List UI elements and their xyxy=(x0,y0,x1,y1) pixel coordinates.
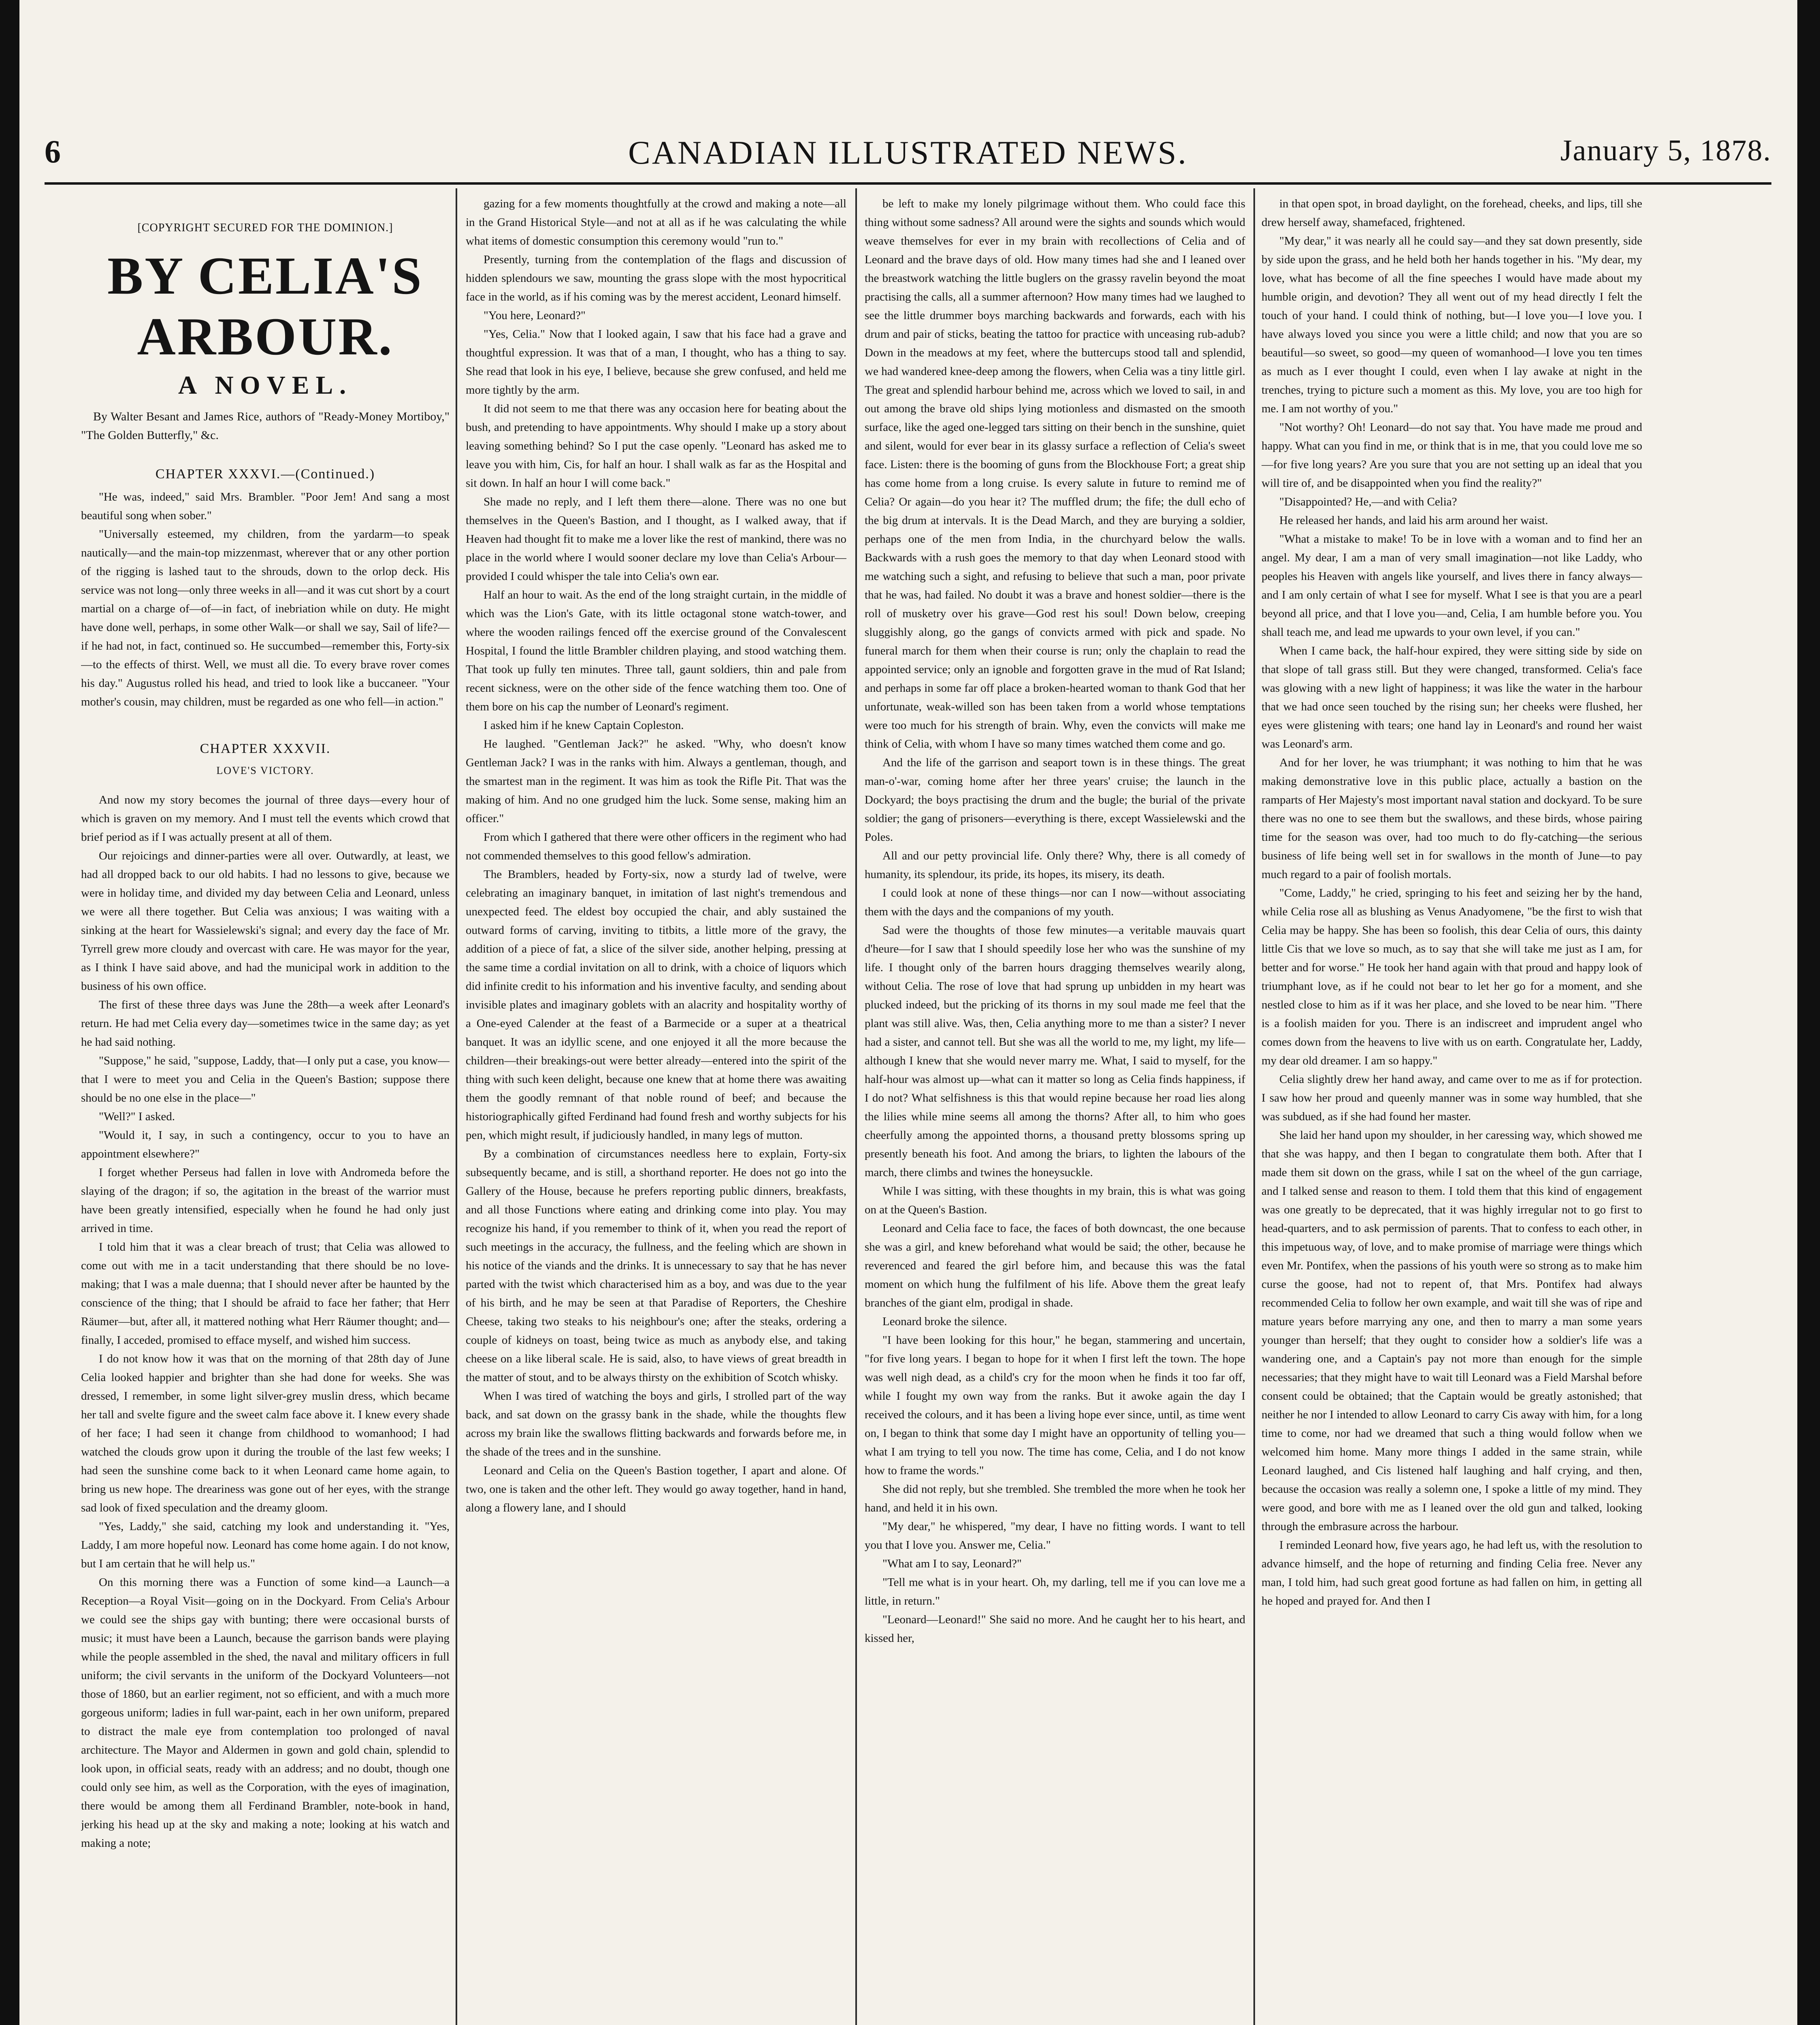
paragraph-group xyxy=(81,791,450,1852)
paragraph: I asked him if he knew Captain Copleston. xyxy=(484,719,684,732)
paragraph: "My dear," it was nearly all he could say—and they sat down presently, side by side upon the grass, and he held both her hands together in his. "My dear, my love, what has become of all the fine speeches I would have made about my humble origin, and devotion? They all went out of my head directly I felt the touch of your hand. I could think of nothing, but—I love you—I love you. I have always loved you since you were a little child; and now that you are so beautiful—so sweet, so good—my queen of womanhood—I love you ten times as much as I ever thought I could, even when I lay awake at night in the trenches, trying to picture such a moment as this. My love, you are too high for me. I am not worthy of you." xyxy=(1262,234,1642,415)
paragraph: "You here, Leonard?" xyxy=(484,309,586,322)
paragraph: "Universally esteemed, my children, from the yardarm—to speak nautically—and the main-top mizzenmast, wherever that or any other portion of the rigging is lashed taut to the shrouds, down to the orlop deck. His service was not long—only three weeks in all—and it was cut short by a court martial on a charge of—of—in fact, of inebriation while on duty. He might have done well, perhaps, in some other Walk—or shall we say, Sail of life?—if he had not, in fact, continued so. He succumbed—remember this, Forty-six—to the effects of thirst. Well, we must all die. To every brave rover comes his day." Augustus rolled his head, and tried to look like a buccaneer. "Your mother's cousin, may children, must be regarded as one who fell—in action." xyxy=(81,528,450,708)
text-column-3 xyxy=(865,194,1245,2025)
paragraph: And for her lover, he was triumphant; it was nothing to him that he was making demonstrative love in this public place, actually a bastion on the ramparts of Her Majesty's most important naval station and dockyard. To be sure there was no one to see them but the swallows, and these birds, whose pairing time for the season was over, had too much to do fly-catching—the serious business of life being well set in for swallows in the month of June—to pay much regard to a pair of foolish mortals. xyxy=(1262,756,1642,881)
paragraph: And the life of the garrison and seaport town is in these things. The great man-o'-war, coming home after her three years' cruise; the launch in the Dockyard; the boys practising the drum and the bugle; the burial of the private soldier; the gang of prisoners—everything is there, except Wassielewski and the Poles. xyxy=(865,756,1245,844)
paragraph: Leonard and Celia on the Queen's Bastion together, I apart and alone. Of two, one is taken and the other left. They would go away together, hand in hand, along a flowery lane, and I should xyxy=(466,1464,846,1514)
paragraph: "I have been looking for this hour," he began, stammering and uncertain, "for five long years. I began to hope for it when I first left the town. The hope was well nigh dead, as a child's cry for the moon when he finds it too far off, while I fought my own way from the ranks. But it awoke again the day I received the colours, and it has been a living hope ever since, until, as time went on, I began to think that some day I might have an opportunity of telling you—what I am trying to tell you now. The time has come, Celia, and I do not know how to frame the words." xyxy=(865,1334,1245,1477)
paragraph: "Yes, Laddy," she said, catching my look and understanding it. "Yes, Laddy, I am more hopeful now. Leonard has come home again. I do not know, but I am certain that he will help us." xyxy=(81,1520,450,1570)
paragraph: She made no reply, and I left them there—alone. There was no one but themselves in the Queen's Bastion, and I thought, as I walked away, that if Heaven had thought fit to make me a lover like the rest of mankind, there was no place in the world where I would sooner declare my love than Celia's Arbour—provided I could whisper the tale into Celia's own ear. xyxy=(466,495,846,583)
paragraph: Celia slightly drew her hand away, and came over to me as if for protection. I saw how her proud and queenly manner was in some way humbled, that she was subdued, as if she had found her master. xyxy=(1262,1073,1642,1123)
paragraph: be left to make my lonely pilgrimage without them. Who could face this thing without some sadness? All around were the sights and sounds which would weave themselves for ever in my brain with recollections of Celia and of Leonard and the brave days of old. How many times had she and I leaned over the breastwork watching the little buglers on the grassy ravelin beyond the moat practising the calls, all a summer afternoon? How many times had we laughed to see the little drummer boys marching backwards and forwards, each with his drum and pair of sticks, beating the tattoo for practice with unceasing rub-adub? Down in the meadows at my feet, where the buttercups stood tall and splendid, we had wandered knee-deep among the flowers, when Celia was a tiny little girl. The great and splendid harbour behind me, across which we loved to sail, in and out among the brave old ships lying motionless and dismasted on the smooth surface, like the aged one-legged tars sitting on their bench in the sunshine, quiet and silent, would for ever bear in its glassy surface a reflection of Celia's sweet face. Listen: there is the booming of guns from the Blockhouse Fort; a great ship has come home from a long cruise. Is every salute in future to remind me of Celia? Or again—do you hear it? The muffled drum; the fife; the dull echo of the big drum at intervals. It is the Dead March, and they are burying a soldier, perhaps one of the men from India, in the churchyard below the walls. Backwards with a rush goes the memory to that day when Leonard stood with me watching such a sight, and refusing to believe that such a man, poor private that he was, had failed. No doubt it was a brave and honest soldier—there is the roll of musketry over his grave—God rest his soul! Down below, creeping sluggishly along, go the gangs of convicts armed with pick and spade. No funeral march for them when their course is run; only the chaplain to read the appointed service; only an ignoble and forgotten grave in the mud of Rat Island; and perhaps in some far off place a broken-hearted woman to thank God that her unfortunate, weak-willed son has been taken from a world whose temptations were too much for his strength of brain. Why, even the convicts will make me think of Celia, with whom I have so many times watched them come and go. xyxy=(865,197,1245,750)
paragraph: "Suppose," he said, "suppose, Laddy, that—I only put a case, you know—that I were to meet you and Celia in the Queen's Bastion; suppose there should be no one else in the place—" xyxy=(81,1054,450,1104)
column-rule xyxy=(855,188,857,2025)
paragraph: I reminded Leonard how, five years ago, he had left us, with the resolution to advance himself, and the hope of returning and finding Celia free. Never any man, I told him, had such great good fortune as had fallen on him, in getting all he hoped and prayed for. And then I xyxy=(1262,1539,1642,1607)
byline: By Walter Besant and James Rice, authors of "Ready-Money Mortiboy," "The Golden Butterfly," &c. xyxy=(81,410,450,442)
paragraph: By a combination of circumstances needless here to explain, Forty-six subsequently became, and is still, a shorthand reporter. He does not go into the Gallery of the House, because he prefers reporting public dinners, breakfasts, and all those Functions where eating and drinking come into play. You may recognize his hand, if you remember to think of it, when you read the report of such meetings in the accuracy, the fullness, and the feeling which are shown in his notice of the viands and the drinks. It is unnecessary to say that he has never parted with the twist which characterised him as a boy, and was due to the year of his birth, and he may be seen at that Paradise of Reporters, the Cheshire Cheese, taking two steaks to his neighbour's one; after the steaks, ordering a couple of kidneys on toast, being twice as much as anybody else, and taking cheese on a like liberal scale. He is said, also, to have views of great breadth in the matter of stout, and to be always thirsty on the exhibition of Scotch whisky. xyxy=(466,1147,846,1384)
copyright-notice: [COPYRIGHT SECURED FOR THE DOMINION.] xyxy=(137,222,393,234)
paragraph: When I was tired of watching the boys and girls, I strolled part of the way back, and sat down on the grassy bank in the shade, while the thoughts flew across my brain like the swallows flitting backwards and forwards before me, in the shade of the trees and in the sunshine. xyxy=(466,1390,846,1458)
publication-title: CANADIAN ILLUSTRATED NEWS. xyxy=(628,134,1188,171)
chapter-subtitle: LOVE'S VICTORY. xyxy=(216,765,314,776)
paragraph: "He was, indeed," said Mrs. Brambler. "Poor Jem! And sang a most beautiful song when sober." xyxy=(81,490,450,522)
paragraph: He released her hands, and laid his arm around her waist. xyxy=(1279,514,1548,527)
paragraph: She did not reply, but she trembled. She trembled the more when he took her hand, and held it in his own. xyxy=(865,1483,1245,1514)
paragraph: "Leonard—Leonard!" She said no more. And he caught her to his heart, and kissed her, xyxy=(865,1613,1245,1645)
chapter-heading: CHAPTER XXXVI.—(Continued.) xyxy=(155,467,375,482)
issue-date: January 5, 1878. xyxy=(1560,134,1771,167)
paragraph-group xyxy=(81,488,450,711)
paragraph: He laughed. "Gentleman Jack?" he asked. "Why, who doesn't know Gentleman Jack? I was in the ranks with him. Always a gentleman, though, and the smartest man in the regiment. It was him as took the Rifle Pit. That was the making of him. And no one grudged him the luck. Some sense, making him an officer." xyxy=(466,738,846,825)
paragraph-group xyxy=(1262,194,1642,1610)
paragraph: gazing for a few moments thoughtfully at the crowd and making a note—all in the Grand Historical Style—and not at all as if he was calculating the while what items of domestic consumption this ceremony would "run to." xyxy=(466,197,846,247)
paragraph: "Yes, Celia." Now that I looked again, I saw that his face had a grave and thoughtful expression. It was that of a man, I thought, who has a thing to say. She read that look in his eye, I believe, because she grew confused, and held me more tightly by the arm. xyxy=(466,328,846,396)
story-title: BY CELIA'S ARBOUR. xyxy=(107,246,423,366)
chapter-heading: CHAPTER XXXVII. xyxy=(200,741,331,756)
paragraph-group xyxy=(466,194,846,1517)
paragraph: Leonard broke the silence. xyxy=(882,1315,1007,1328)
paragraph: While I was sitting, with these thoughts in my brain, this is what was going on at the Queen's Bastion. xyxy=(865,1185,1245,1216)
page-number: 6 xyxy=(45,134,61,170)
masthead-rule xyxy=(45,182,1771,185)
text-column-4 xyxy=(1262,194,1642,2025)
paragraph: On this morning there was a Function of some kind—a Launch—a Reception—a Royal Visit—going on in the Dockyard. From Celia's Arbour we could see the ships gay with bunting; there were occasional bursts of music; it must have been a Launch, because the garrison bands were playing while the people assembled in the shed, the naval and military officers in full uniform; the civil servants in the uniform of the Dockyard Volunteers—not those of 1860, but an earlier regiment, not so efficient, and with a much more gorgeous uniform; ladies in full war-paint, each in her own uniform, prepared to distract the male eye from contemplation too prolonged of naval architecture. The Mayor and Aldermen in gown and gold chain, splendid to look upon, in official seats, ready with an address; and no doubt, though one could only see him, as well as the Corporation, with the eyes of imagination, there would be among them all Ferdinand Brambler, note-book in hand, jerking his head up at the sky and making a note; looking at his watch and making a note; xyxy=(81,1576,450,1850)
paragraph: Leonard and Celia face to face, the faces of both downcast, the one because she was a girl, and knew beforehand what would be said; the other, because he reverenced and feared the girl before him, and because this was the fatal moment on which hung the fulfilment of his life. Above them the great leafy branches of the giant elm, prodigal in shade. xyxy=(865,1222,1245,1309)
paragraph: And now my story becomes the journal of three days—every hour of which is graven on my memory. And I must tell the events which crowd that brief period as if I was actually present at all of them. xyxy=(81,793,450,844)
paragraph: "Disappointed? He,—and with Celia? xyxy=(1279,495,1457,508)
paragraph: "What a mistake to make! To be in love with a woman and to find her an angel. My dear, I am a man of very small imagination—not like Laddy, who peoples his Heaven with angels like yourself, and lives there in fancy always—and I am only certain of what I see for myself. What I see is that you are a pearl beyond all price, and that I love you—and, Celia, I am humble before you. You shall teach me, and lead me upwards to your own level, if you can." xyxy=(1262,533,1642,639)
paragraph: "What am I to say, Leonard?" xyxy=(882,1557,1022,1570)
paragraph: She laid her hand upon my shoulder, in her caressing way, which showed me that she was happy, and then I began to congratulate them both. After that I made them sit down on the grass, while I sat on the wheel of the gun carriage, and I talked sense and reason to them. I told them that this kind of engagement was one greatly to be deprecated, that it was highly irregular not to go first to head-quarters, and to ask permission of parents. That to confess to each other, in this impetuous way, of love, and to make promise of marriage were things which even Mr. Pontifex, when the passions of his youth were so strong as to make him curse the goose, had not to repent of, that Mrs. Pontifex had always recommended Celia to follow her own example, and wait till she was of ripe and mature years before marrying any one, and then to marry a man some years younger than herself; that they ought to consider how a soldier's life was a wandering one, and a Captain's pay not more than enough for the simple necessaries; that they might have to wait till Leonard was a Field Marshal before consent could be obtained; that the Captain would be greatly astonished; that neither he nor I intended to allow Leonard to carry Cis away with him, for a long time to come, nor had we dreamed that such a thing would follow when we welcomed him home. Many more things I added in the same strain, while Leonard laughed, and Cis listened half laughing and half crying, and then, because the occasion was really a solemn one, I spoke a little of my mind. They were good, and bore with me as I leaned over the old gun and talked, looking through the embrasure across the harbour. xyxy=(1262,1129,1642,1533)
paragraph: "Well?" I asked. xyxy=(99,1110,175,1123)
paragraph: I do not know how it was that on the morning of that 28th day of June Celia looked happier and brighter than she had done for weeks. She was dressed, I remember, in some light silver-grey muslin dress, which became her tall and svelte figure and the sweet calm face above it. I knew every shade of her face; I had seen it change from childhood to womanhood; I had watched the clouds grow upon it during the trouble of the last few weeks; I had seen the sunshine come back to it when Leonard came home again, to bring us new hope. The dreariness was gone out of her eyes, with the strange sad look of fixed speculation and the dreamy gloom. xyxy=(81,1352,450,1514)
scan-border-left xyxy=(0,0,19,2025)
paragraph: "Tell me what is in your heart. Oh, my darling, tell me if you can love me a little, in return." xyxy=(865,1576,1245,1607)
paragraph: Our rejoicings and dinner-parties were all over. Outwardly, at least, we had all dropped back to our old habits. I had no lessons to give, because we were in holiday time, and divided my day between Celia and Leonard, unless we were all there together. But Celia was anxious; I was waiting with a sinking at the heart for Wassielewski's signal; and every day the face of Mr. Tyrrell grew more cloudy and overcast with care. He was mayor for the year, as I think I have said above, and had the municipal work in addition to the business of his own office. xyxy=(81,849,450,993)
paragraph: I could look at none of these things—nor can I now—without associating them with the days and the companions of my youth. xyxy=(865,887,1245,918)
masthead xyxy=(45,134,1771,178)
paragraph-group xyxy=(865,194,1245,1648)
text-column-2 xyxy=(466,194,846,2025)
paragraph: I forget whether Perseus had fallen in love with Andromeda before the slaying of the dragon; if so, the agitation in the breast of the warrior must have been greatly intensified, especially when he found he had only just arrived in time. xyxy=(81,1166,450,1235)
paragraph: I told him that it was a clear breach of trust; that Celia was allowed to come out with me in a tacit understanding that there should be no love-making; that I was a male duenna; that I should never after be haunted by the conscience of the thing; that I should be afraid to face her father; that Herr Räumer—but, after all, it mattered nothing what Herr Räumer thought; and—finally, I acceded, promised to efface myself, and wished him success. xyxy=(81,1241,450,1347)
paragraph: The Bramblers, headed by Forty-six, now a sturdy lad of twelve, were celebrating an imaginary banquet, in imitation of last night's tremendous and unexpected feed. The eldest boy occupied the chair, and ably sustained the outward forms of carving, inviting to titbits, a little more of the gravy, the addition of a piece of fat, a slice of the silver side, another helping, pressing at the same time a cordial invitation on all to drink, with a choice of liquors which did infinite credit to his information and his inventive faculty, and sending about invisible plates and imaginary goblets with an alacrity and hospitality worthy of a One-eyed Calender at the feast of a Barmecide or a super at a theatrical banquet. It was an idyllic scene, and one enjoyed it all the more because the children—their breakings-out were better already—entered into the spirit of the thing with such keen delight, because one knew that at home there was awaiting them the goodly remnant of that noble round of beef; and because the historiographically gifted Ferdinand had found fresh and worthy subjects for his pen, which might result, if judiciously handled, in many legs of mutton. xyxy=(466,868,846,1142)
paragraph: "Come, Laddy," he cried, springing to his feet and seizing her by the hand, while Celia rose all as blushing as Venus Anadyomene, "be the first to wish that Celia may be happy. She has been so foolish, this dear Celia of ours, this dainty little Cis that we love so much, as to say that she will take me just as I am, for better and for worse." He took her hand again with that proud and happy look of triumphant love, as if he could not bear to let her go for a moment, and she nestled close to him as if it was her place, and she loved to be near him. "There is a foolish maiden for you. There is an indiscreet and imprudent angel who comes down from the heavens to live with us on earth. Congratulate her, Laddy, my dear old dreamer. I am so happy." xyxy=(1262,887,1642,1067)
story-subtitle: A NOVEL. xyxy=(178,371,353,399)
paragraph: "My dear," he whispered, "my dear, I have no fitting words. I want to tell you that I love you. Answer me, Celia." xyxy=(865,1520,1245,1552)
paragraph: The first of these three days was June the 28th—a week after Leonard's return. He had met Celia every day—sometimes twice in the same day; as yet he had said nothing. xyxy=(81,998,450,1049)
column-rule xyxy=(1253,188,1255,2025)
paragraph: Presently, turning from the contemplation of the flags and discussion of hidden splendours we saw, mounting the grass slope with the most hypocritical face in the world, as if his coming was by the merest accident, Leonard himself. xyxy=(466,253,846,303)
column-rule xyxy=(456,188,457,2025)
paragraph: Half an hour to wait. As the end of the long straight curtain, in the middle of which was the Lion's Gate, with its little octagonal stone watch-tower, and where the wooden railings fenced off the exercise ground of the Convalescent Hospital, I found the little Brambler children playing, and stood watching them. That took up fully ten minutes. Three tall, gaunt soldiers, thin and pale from recent sickness, were on the other side of the fence watching them too. One of them bore on his cap the number of Leonard's regiment. xyxy=(466,588,846,713)
text-column-1 xyxy=(81,194,450,2025)
paragraph: It did not seem to me that there was any occasion here for beating about the bush, and pretending to have appointments. Why should I make up a story about leaving something behind? So I put the case openly. "Leonard has asked me to leave you with him, Cis, for half an hour. I shall walk as far as the Hospital and sit down. In half an hour I will come back." xyxy=(466,402,846,490)
scan-border-right xyxy=(1797,0,1820,2025)
paragraph: "Not worthy? Oh! Leonard—do not say that. You have made me proud and happy. What can you find in me, or think that is in me, that you could love me so—for five long years? Are you sure that you are not setting up an ideal that you will tire of, and be disappointed when you find the reality?" xyxy=(1262,421,1642,490)
paragraph: "Would it, I say, in such a contingency, occur to you to have an appointment elsewhere?" xyxy=(81,1129,450,1160)
paragraph: in that open spot, in broad daylight, on the forehead, cheeks, and lips, till she drew herself away, shamefaced, frightened. xyxy=(1262,197,1642,229)
paragraph: From which I gathered that there were other officers in the regiment who had not commended themselves to this good fellow's admiration. xyxy=(466,831,846,862)
paragraph: All and our petty provincial life. Only there? Why, there is all comedy of humanity, its splendour, its pride, its hopes, its misery, its death. xyxy=(865,849,1245,881)
paragraph: Sad were the thoughts of those few minutes—a veritable mauvais quart d'heure—for I saw that I should speedily lose her who was the sunshine of my life. I thought only of the barren hours dragging themselves wearily along, without Celia. The rose of love that had sprung up unbidden in my heart was plucked indeed, but the pricking of its thorns in my soul made me feel that the plant was still alive. Was, then, Celia anything more to me than a sister? I never had a sister, and cannot tell. But she was all the world to me, my light, my life—although I knew that she would never marry me. What, I said to myself, for the half-hour was almost up—what can it matter so long as Celia finds happiness, if I do not? What selfishness is this that would repine because her road lies along the lilies while mine seems all among the thorns? After all, to him who goes cheerfully among the appointed thorns, a thousand pretty blossoms spring up presently beneath his foot. And among the briars, to lighten the labours of the march, there climbs and twines the honeysuckle. xyxy=(865,924,1245,1179)
paragraph: When I came back, the half-hour expired, they were sitting side by side on that slope of tall grass still. But they were changed, transformed. Celia's face was glowing with a new light of happiness; it was like the water in the harbour that we had once seen touched by the rising sun; her cheeks were flushed, her eyes were glistening with tears; one hand lay in Leonard's and round her waist was Leonard's arm. xyxy=(1262,644,1642,750)
